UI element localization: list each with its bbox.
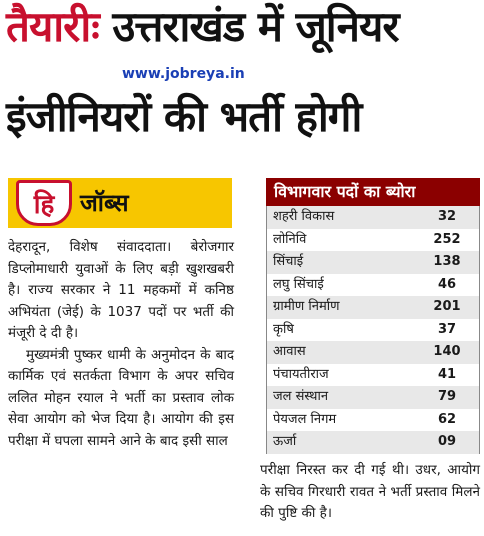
department-name: जल संस्थान [273, 389, 329, 404]
article-paragraph-2: मुख्यमंत्री पुष्कर धामी के अनुमोदन के बाद कार्मिक एवं सतर्कता विभाग के अपर सचिव ललित मोहन रयाल ने भर्ती का प्रस्ताव लोक सेवा आयोग को भेज दिया है। आयोग की इस परीक्षा में घपला सामने आने के बाद इसी साल [8, 346, 234, 449]
post-count: 46 [437, 276, 457, 292]
continuation-paragraph: परीक्षा निरस्त कर दी गई थी। उधर, आयोग के सचिव गिरधारी रावत ने भर्ती प्रस्ताव मिलने की पुष्टि की है। [260, 462, 480, 521]
section-label: जॉब्स [80, 189, 129, 217]
table-row [267, 341, 479, 364]
table-body [266, 206, 480, 454]
department-name: सिंचाई [273, 254, 304, 269]
department-name: लघु सिंचाई [273, 276, 324, 292]
post-count: 32 [437, 209, 457, 224]
table-row [267, 296, 479, 319]
department-name: ग्रामीण निर्माण [273, 299, 340, 314]
department-name: ऊर्जा [273, 434, 297, 449]
table-row [267, 319, 479, 342]
post-count: 138 [433, 254, 461, 269]
table-row [267, 251, 479, 274]
department-name: पेयजल निगम [273, 411, 337, 427]
department-name: पंचायतीराज [273, 366, 329, 382]
headline-prefix: तैयारीः [6, 2, 99, 51]
department-name: शहरी विकास [273, 209, 335, 224]
post-count: 62 [437, 411, 457, 427]
table-row [267, 431, 479, 454]
post-count: 09 [437, 434, 457, 449]
headline-line-2: इंजीनियरों की भर्ती होगी [6, 92, 362, 141]
table-row [267, 274, 479, 297]
article-continuation [260, 460, 480, 525]
article-body [8, 237, 234, 452]
post-count: 37 [437, 321, 457, 337]
department-name: कृषि [273, 321, 294, 337]
post-count: 201 [433, 299, 461, 314]
hindustan-shield-icon [16, 180, 72, 226]
section-logo [8, 178, 232, 228]
article-paragraph-1: देहरादून, विशेष संवाददाता। बेरोजगार डिप्लोमाधारी युवाओं के लिए बड़ी खुशखबरी है। राज्य सरकार ने 11 महकमों में कनिष्ठ अभियंता (जेई) के 1037 पदों पर भर्ती की मंजूरी दे दी है। [8, 239, 234, 341]
table-row [267, 409, 479, 432]
post-count: 140 [433, 344, 461, 359]
headline-line-1 [6, 2, 482, 52]
table-row [267, 386, 479, 409]
post-count: 41 [437, 366, 457, 382]
post-count: 252 [433, 231, 461, 247]
post-count: 79 [437, 389, 457, 404]
table-row [267, 364, 479, 387]
headline-line-1-text: उत्तराखंड में जूनियर [98, 2, 399, 51]
table-row [267, 229, 479, 252]
department-name: आवास [273, 344, 306, 359]
department-table [266, 178, 480, 454]
table-title: विभागवार पदों का ब्योरा [266, 178, 480, 206]
department-name: लोनिवि [273, 231, 307, 247]
logo-letter: हि [33, 190, 55, 220]
watermark-link[interactable]: www.jobreya.in [122, 66, 245, 82]
table-row [267, 206, 479, 229]
